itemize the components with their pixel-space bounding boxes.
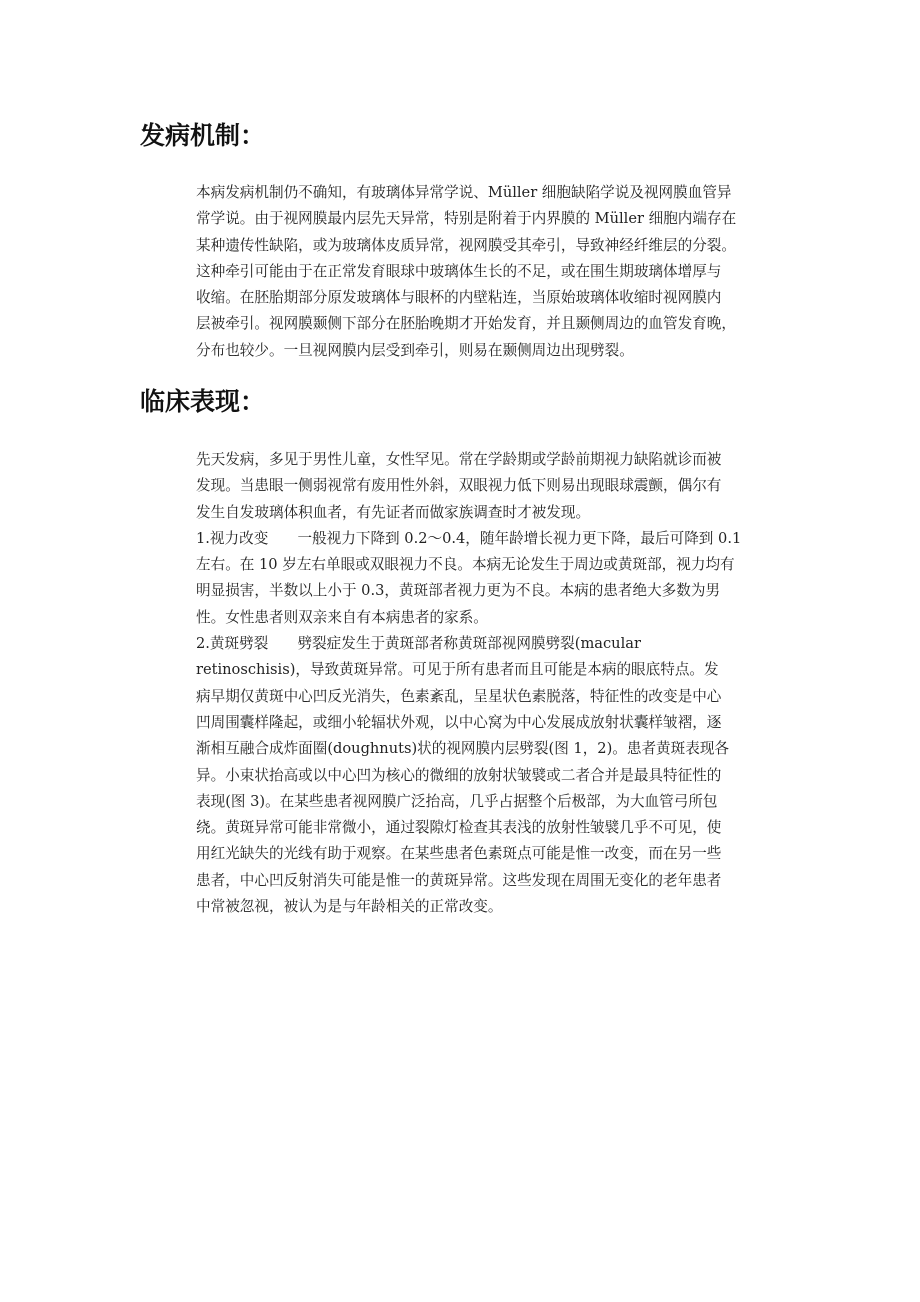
body-line: 这种牵引可能由于在正常发育眼球中玻璃体生长的不足，或在围生期玻璃体增厚与 [196, 262, 722, 280]
body-line: 层被牵引。视网膜颞侧下部分在胚胎晚期才开始发育，并且颞侧周边的血管发育晚， [196, 315, 736, 333]
body-line: 本病发病机制仍不确知，有玻璃体异常学说、Müller 细胞缺陷学说及视网膜血管异 [196, 184, 732, 201]
body-line: 表现(图 3)。在某些患者视网膜广泛抬高，几乎占据整个后极部，为大血管弓所包 [196, 792, 718, 810]
body-line: 绕。黄斑异常可能非常微小，通过裂隙灯检查其表浅的放射性皱襞几乎不可见，使 [196, 819, 722, 837]
body-line: 渐相互融合成炸面圈(doughnuts)状的视网膜内层劈裂(图 1，2)。患者黄斑表现各 [196, 740, 730, 758]
body-line: 病早期仅黄斑中心凹反光消失，色素紊乱，呈星状色素脱落，特征性的改变是中心 [196, 687, 722, 705]
body-line: retinoschisis)，导致黄斑异常。可见于所有患者而且可能是本病的眼底特点。发 [196, 661, 719, 679]
section-heading-clinical: 临床表现： [140, 387, 266, 416]
body-line: 2.黄斑劈裂 劈裂症发生于黄斑部者称黄斑部视网膜劈裂(macular [196, 635, 641, 653]
section-body-pathogenesis [196, 180, 796, 364]
body-line: 中常被忽视，被认为是与年龄相关的正常改变。 [196, 898, 503, 916]
body-line: 某种遗传性缺陷，或为玻璃体皮质异常，视网膜受其牵引，导致神经纤维层的分裂。 [196, 236, 736, 254]
body-line: 性。女性患者则双亲来自有本病患者的家系。 [196, 608, 488, 626]
body-line: 左右。在 10 岁左右单眼或双眼视力不良。本病无论发生于周边或黄斑部，视力均有 [196, 556, 735, 574]
body-line: 发生自发玻璃体积血者，有先证者而做家族调查时才被发现。 [196, 503, 591, 521]
body-line: 明显损害，半数以上小于 0.3，黄斑部者视力更为不良。本病的患者绝大多数为男 [196, 582, 721, 600]
body-line: 患者，中心凹反射消失可能是惟一的黄斑异常。这些发现在周围无变化的老年患者 [196, 871, 722, 889]
body-line: 先天发病，多见于男性儿童，女性罕见。常在学龄期或学龄前期视力缺陷就诊而被 [196, 451, 722, 468]
body-line: 收缩。在胚胎期部分原发玻璃体与眼杯的内壁粘连，当原始玻璃体收缩时视网膜内 [196, 289, 722, 307]
body-line: 用红光缺失的光线有助于观察。在某些患者色素斑点可能是惟一改变，而在另一些 [196, 845, 722, 863]
section-body-clinical [196, 447, 796, 920]
body-line: 发现。当患眼一侧弱视常有废用性外斜，双眼视力低下则易出现眼球震颤，偶尔有 [196, 477, 722, 495]
body-line: 异。小束状抬高或以中心凹为核心的微细的放射状皱襞或二者合并是最具特征性的 [196, 766, 722, 784]
body-line: 1.视力改变 一般视力下降到 0.2～0.4，随年龄增长视力更下降，最后可降到 0.1 [196, 529, 742, 547]
section-heading-pathogenesis: 发病机制： [140, 121, 266, 150]
body-line: 分布也较少。一旦视网膜内层受到牵引，则易在颞侧周边出现劈裂。 [196, 341, 634, 359]
body-line: 凹周围囊样隆起，或细小轮辐状外观，以中心窝为中心发展成放射状囊样皱褶，逐 [196, 713, 722, 731]
body-line: 常学说。由于视网膜最内层先天异常，特别是附着于内界膜的 Müller 细胞内端存在 [196, 210, 737, 228]
